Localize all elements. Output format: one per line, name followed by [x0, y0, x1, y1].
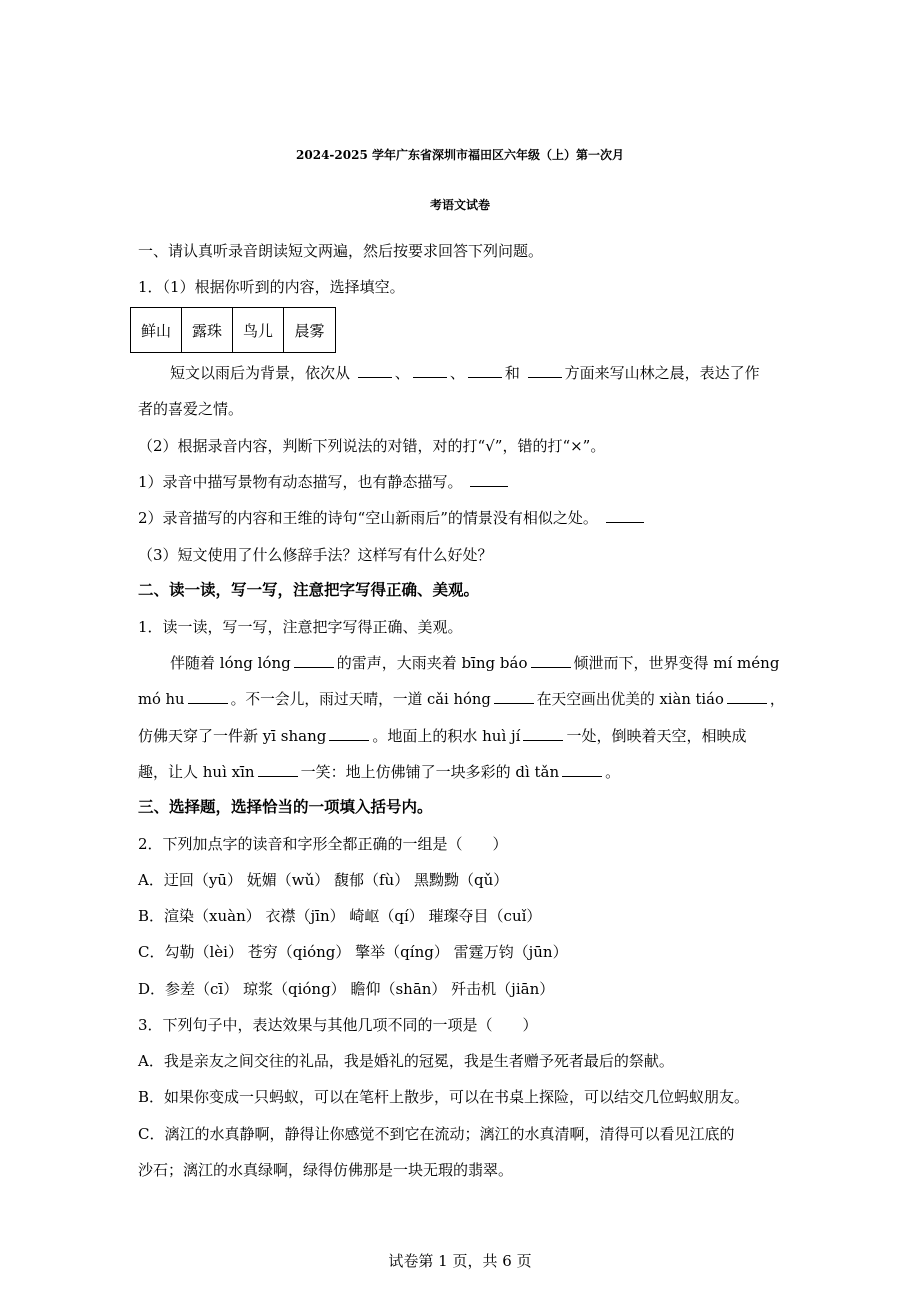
word-option: 鸟儿: [233, 308, 284, 352]
pinyin-text: 的雷声，大雨夹着 bīng báo: [336, 654, 528, 672]
q3-question: （3）短文使用了什么修辞手法？这样写有什么好处？: [138, 546, 493, 564]
answer-blank[interactable]: [727, 689, 767, 704]
answer-blank[interactable]: [258, 762, 298, 777]
q1-intro: 1．（1）根据你听到的内容，选择填空。: [138, 278, 405, 296]
answer-blank[interactable]: [329, 726, 369, 741]
judge-item-2: [138, 508, 788, 528]
q2-option-c[interactable]: C．勾勒（lèi） 苍穷（qióng） 擎举（qíng） 雷霆万钧（jūn）: [138, 943, 568, 961]
answer-blank[interactable]: [528, 363, 562, 378]
pinyin-text: 一笑：地上仿佛铺了一块多彩的 dì tǎn: [300, 763, 560, 781]
pinyin-text: 在天空画出优美的 xiàn tiáo: [536, 691, 724, 708]
pinyin-text: 。不一会儿，雨过天晴，一道 cǎi hóng: [230, 691, 491, 708]
section2-heading: 二、读一读，写一写，注意把字写得正确、美观。: [138, 581, 480, 599]
pinyin-text: 仿佛天穿了一件新 yī shang: [138, 727, 327, 745]
exam-title-line2: 考语文试卷: [429, 198, 490, 212]
pinyin-text: 。地面上的积水 huì jí: [372, 727, 521, 745]
exam-title-line1: 2024-2025 学年广东省深圳市福田区六年级（上）第一次月: [296, 148, 624, 162]
q2-intro: （2）根据录音内容，判断下列说法的对错，对的打“√”，错的打“×”。: [138, 437, 606, 455]
word-option: 鲜山: [131, 308, 182, 352]
answer-blank[interactable]: [294, 653, 334, 668]
answer-blank[interactable]: [523, 726, 563, 741]
fill-text-a: 短文以雨后为背景，依次从: [170, 364, 351, 382]
answer-blank[interactable]: [562, 762, 602, 777]
answer-blank[interactable]: [494, 689, 534, 704]
pinyin-line-4: [138, 762, 788, 782]
page-footer: 试卷第 1 页，共 6 页: [388, 1252, 532, 1270]
and-word: 和: [504, 364, 520, 382]
pinyin-text: ，: [769, 691, 785, 708]
pinyin-text: 倾泄而下，世界变得 mí méng: [573, 654, 780, 672]
q3-option-c[interactable]: C．漓江的水真静啊，静得让你感觉不到它在流动；漓江的水真清啊，清得可以看见江底的: [138, 1125, 735, 1143]
answer-blank[interactable]: [358, 363, 392, 378]
pinyin-text: 伴随着 lóng lóng: [170, 654, 291, 672]
q3-option-b[interactable]: B．如果你变成一只蚂蚁，可以在笔杆上散步，可以在书桌上探险，可以结交几位蚂蚁朋友。: [138, 1088, 750, 1106]
q3-option-c-cont: 沙石；漓江的水真绿啊，绿得仿佛那是一块无瑕的翡翠。: [138, 1161, 514, 1179]
question-2: 2．下列加点字的读音和字形全都正确的一组是（ ）: [138, 835, 508, 853]
answer-blank[interactable]: [531, 653, 571, 668]
fill-sentence: [170, 363, 790, 383]
pinyin-line-3: [138, 726, 788, 746]
judge-item-1: [138, 472, 788, 492]
question-3: 3．下列句子中，表达效果与其他几项不同的一项是（ ）: [138, 1016, 538, 1034]
section1-heading: 一、请认真听录音朗读短文两遍，然后按要求回答下列问题。: [138, 242, 544, 260]
pinyin-text: 。: [605, 763, 621, 781]
pinyin-text: mó hu: [138, 691, 185, 708]
pinyin-text: 趣，让人 huì xīn: [138, 763, 255, 781]
section3-heading: 三、选择题，选择恰当的一项填入括号内。: [138, 798, 433, 816]
answer-blank[interactable]: [413, 363, 447, 378]
answer-blank[interactable]: [468, 363, 502, 378]
word-option: 晨雾: [294, 321, 325, 340]
pinyin-line-1: [170, 653, 790, 673]
q2-option-d[interactable]: D．参差（cī） 琼浆（qióng） 瞻仰（shān） 歼击机（jiān）: [138, 980, 555, 998]
section2-intro: 1．读一读，写一写，注意把字写得正确、美观。: [138, 618, 463, 636]
separator: 、: [449, 364, 465, 382]
answer-blank[interactable]: [188, 689, 228, 704]
q2-option-b[interactable]: B．渲染（xuàn） 衣襟（jīn） 崎岖（qí） 璀璨夺目（cuǐ）: [138, 907, 542, 925]
q2-option-a[interactable]: A．迂回（yū） 妩媚（wǔ） 馥郁（fù） 黑黝黝（qǔ）: [138, 871, 509, 889]
q3-option-a[interactable]: A．我是亲友之间交往的礼品，我是婚礼的冠冕，我是生者赠予死者最后的祭献。: [138, 1052, 674, 1070]
fill-sentence-cont: 者的喜爱之情。: [138, 400, 244, 418]
pinyin-text: 一处，倒映着天空，相映成: [566, 727, 747, 745]
pinyin-line-2: [138, 689, 788, 710]
word-choice-box: [130, 307, 336, 353]
word-option: 露珠: [182, 308, 233, 352]
answer-blank[interactable]: [470, 472, 508, 487]
judge-text-2: 2）录音描写的内容和王维的诗句“空山新雨后”的情景没有相似之处。: [138, 509, 598, 527]
fill-text-b: 方面来写山林之晨，表达了作: [564, 364, 760, 382]
separator: 、: [394, 364, 410, 382]
judge-text-1: 1）录音中描写景物有动态描写，也有静态描写。: [138, 473, 463, 491]
answer-blank[interactable]: [606, 508, 644, 523]
